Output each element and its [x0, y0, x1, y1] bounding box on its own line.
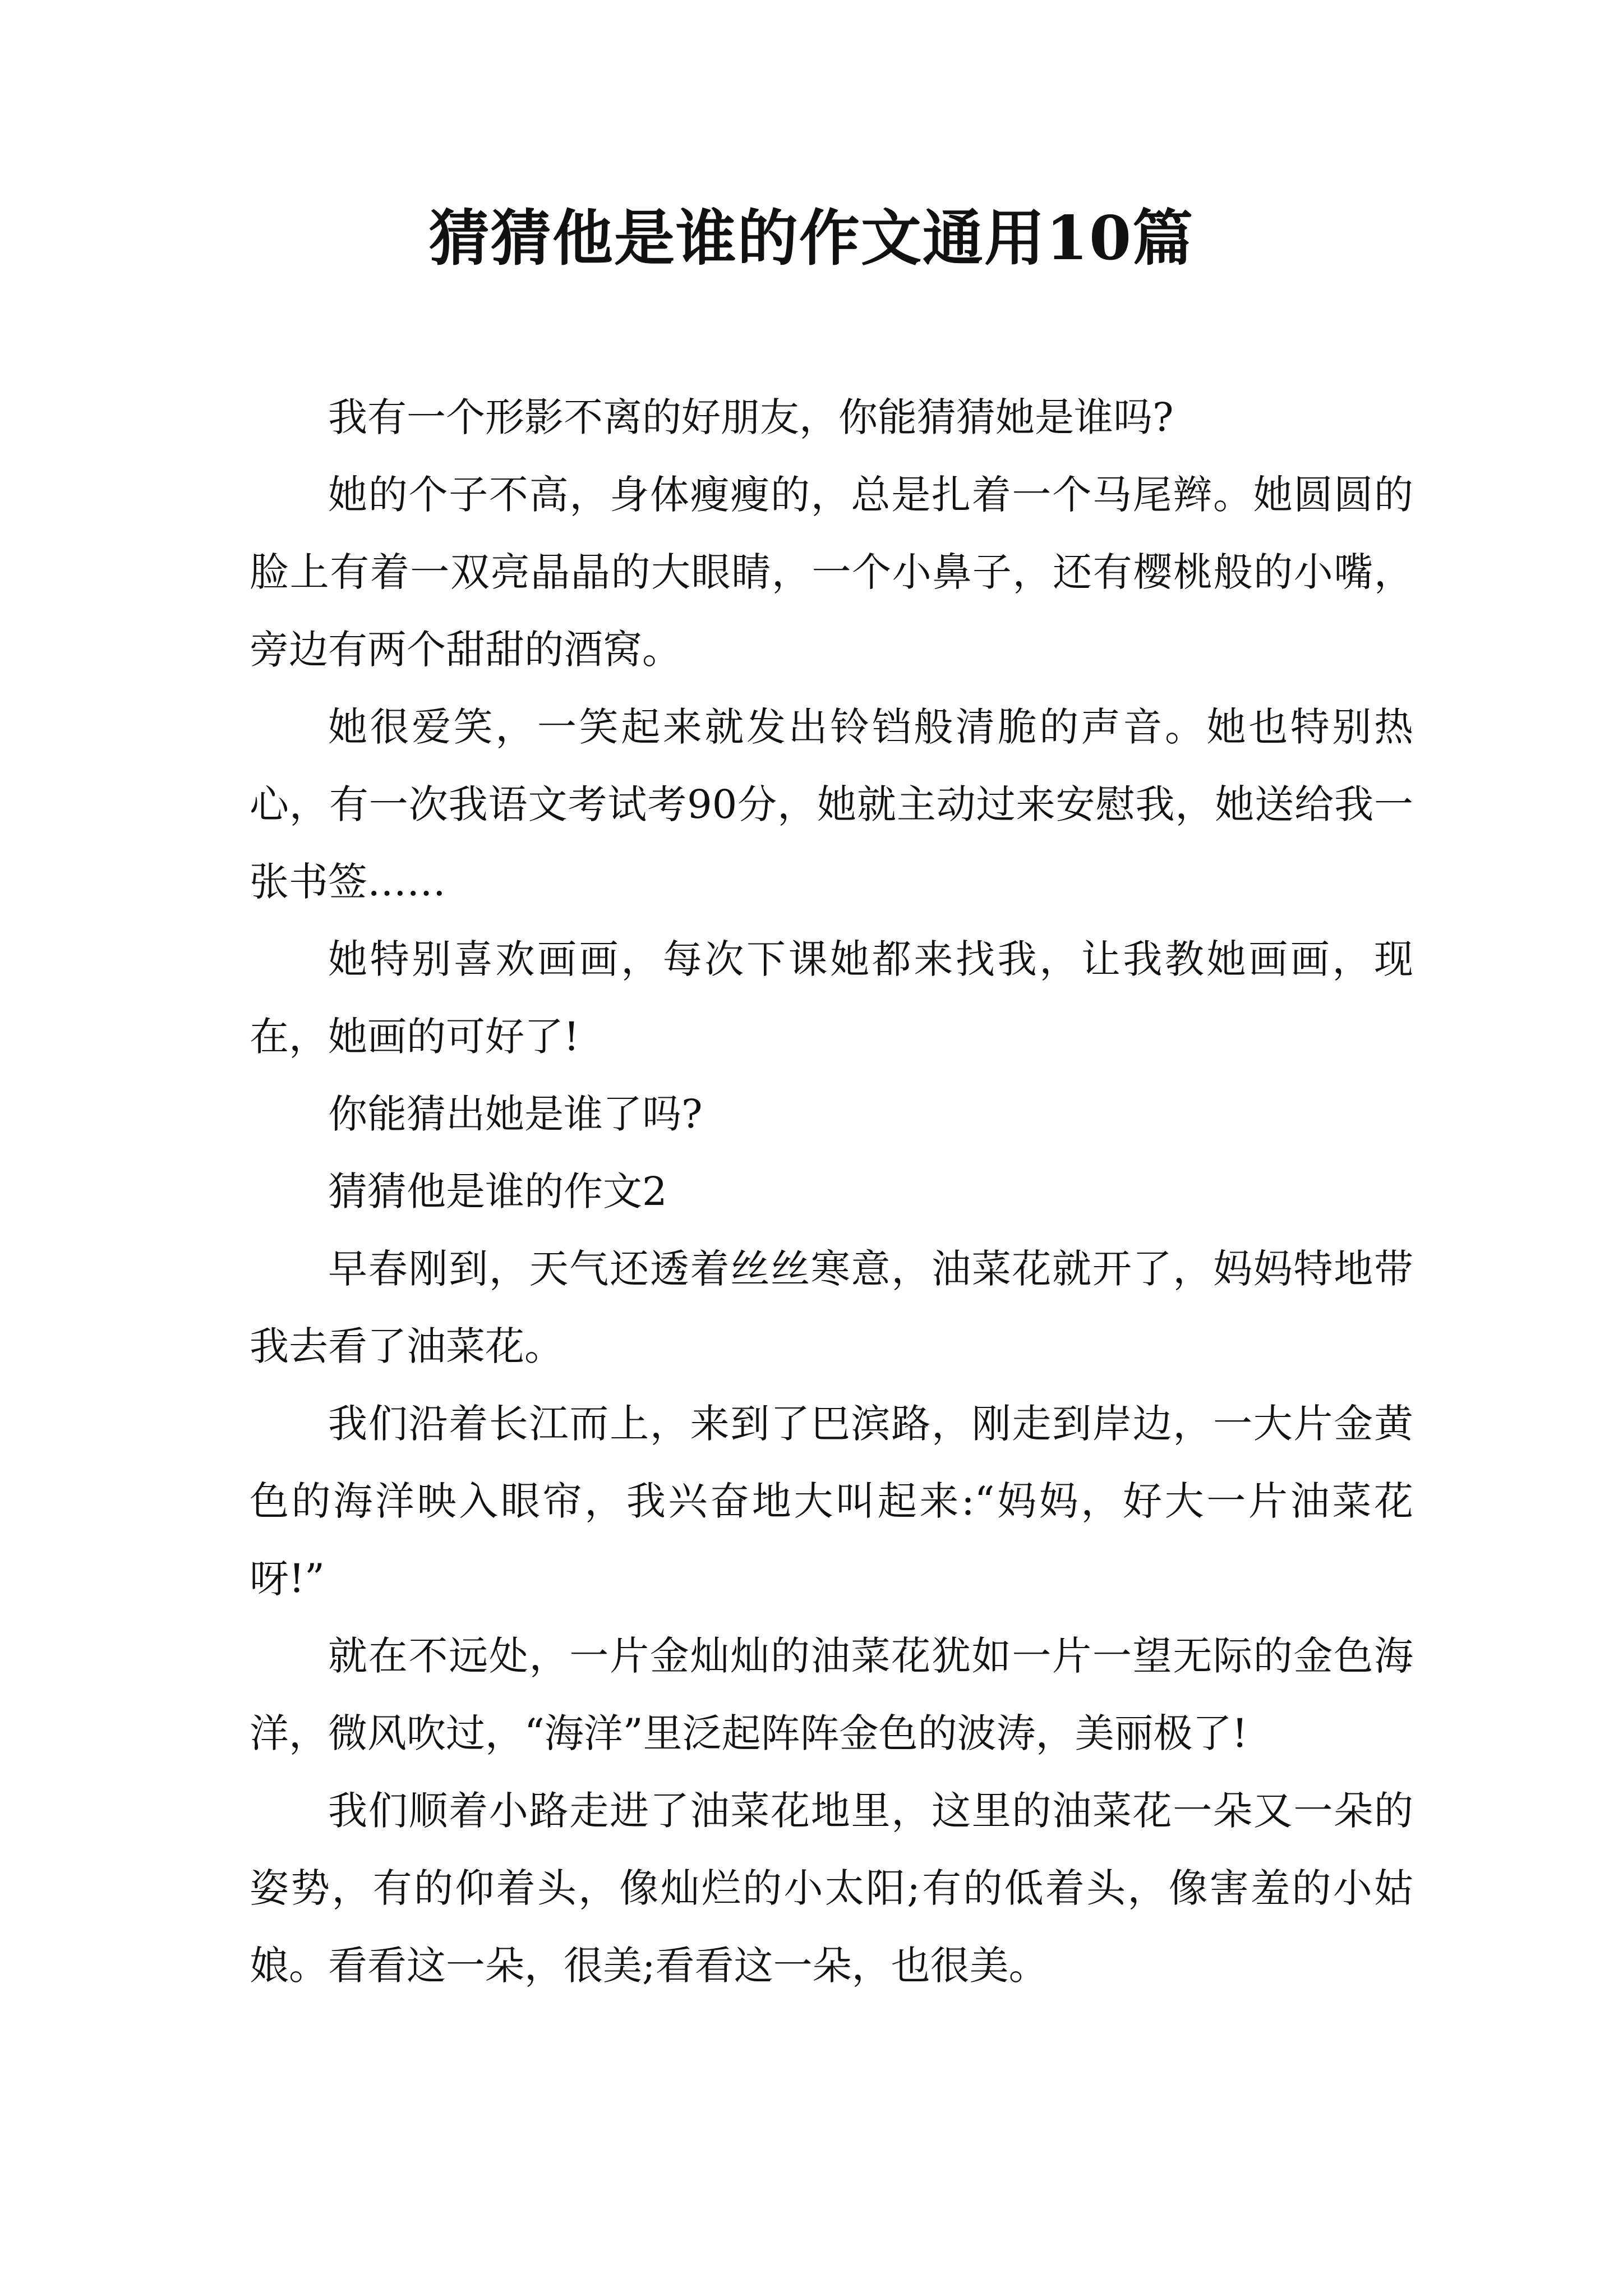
paragraph-4: 她特别喜欢画画，每次下课她都来找我，让我教她画画，现在，她画的可好了!: [250, 936, 1413, 1060]
document-body: [250, 379, 1413, 2004]
paragraph-5: 你能猜出她是谁了吗?: [328, 1091, 703, 1137]
paragraph-9: 我们顺着小路走进了油菜花地里，这里的油菜花一朵又一朵的姿势，有的仰着头，像灿烂的小太阳;有的低着头，像害羞的小姑娘。看看这一朵，很美;看看这一朵，也很美。: [250, 1788, 1413, 1989]
paragraph-2: 她的个子不高，身体瘦瘦的，总是扎着一个马尾辫。她圆圆的脸上有着一双亮晶晶的大眼睛，一个小鼻子，还有樱桃般的小嘴，旁边有两个甜甜的酒窝。: [250, 472, 1413, 673]
paragraph-1: 我有一个形影不离的好朋友，你能猜猜她是谁吗?: [328, 394, 1174, 440]
paragraph-8: 就在不远处，一片金灿灿的油菜花犹如一片一望无际的金色海洋，微风吹过，“海洋”里泛起阵阵金色的波涛，美丽极了!: [250, 1633, 1413, 1756]
document-title: 猜猜他是谁的作文通用10篇: [428, 203, 1195, 274]
paragraph-6: 早春刚到，天气还透着丝丝寒意，油菜花就开了，妈妈特地带我去看了油菜花。: [250, 1246, 1413, 1369]
section-heading-2: 猜猜他是谁的作文2: [328, 1168, 667, 1214]
paragraph-7: 我们沿着长江而上，来到了巴滨路，刚走到岸边，一大片金黄色的海洋映入眼帘，我兴奋地大叫起来:“妈妈，好大一片油菜花呀!”: [250, 1401, 1413, 1602]
paragraph-3: 她很爱笑，一笑起来就发出铃铛般清脆的声音。她也特别热心，有一次我语文考试考90分，她就主动过来安慰我，她送给我一张书签……: [250, 704, 1413, 905]
